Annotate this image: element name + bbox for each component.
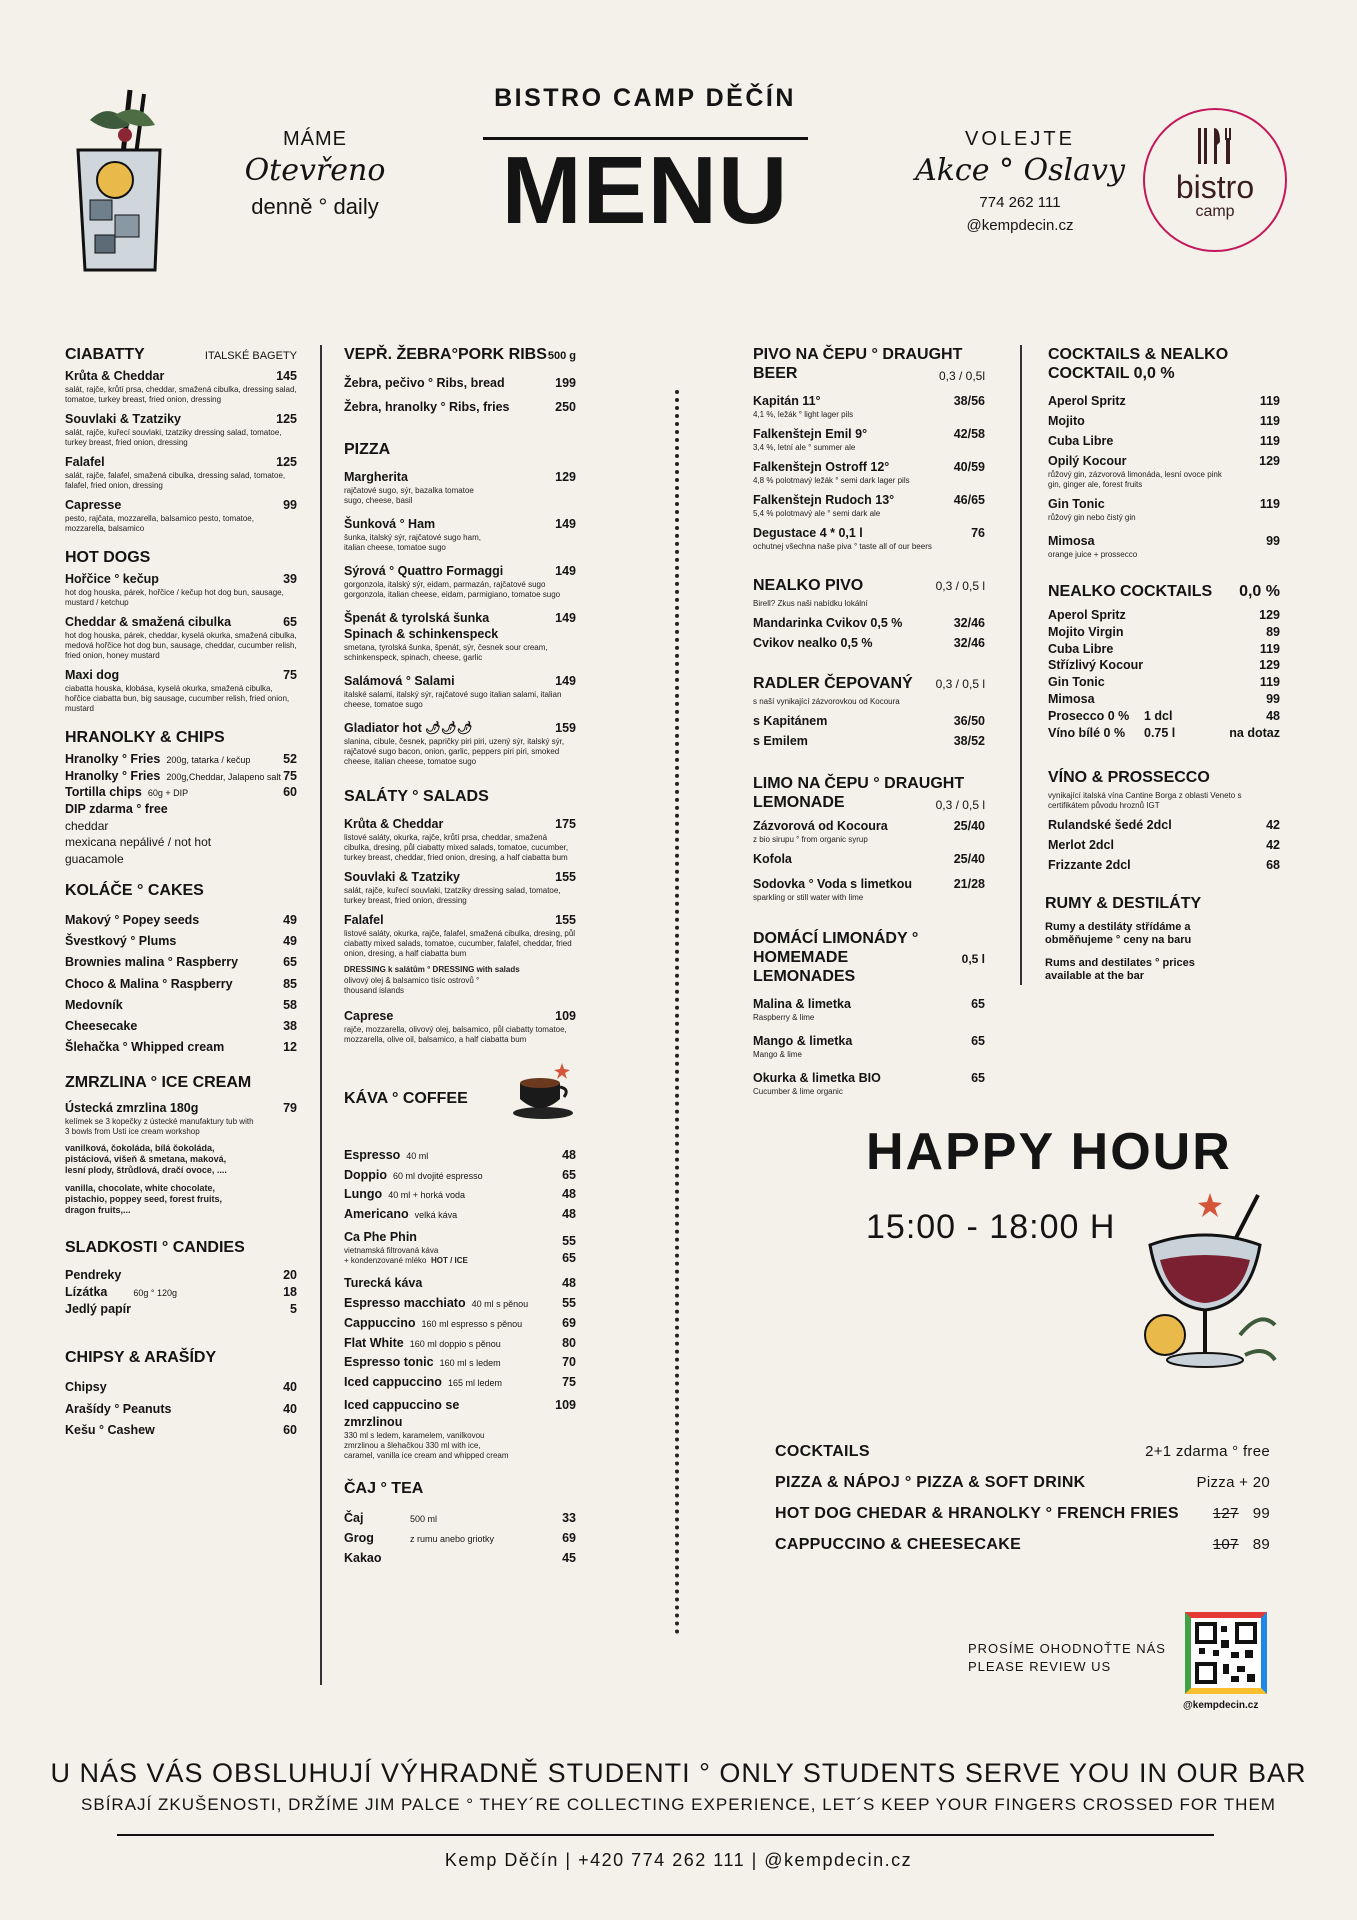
volume-label: 0,3 / 0,5 l — [935, 798, 985, 812]
menu-item: Víno bílé 0 % 0.75 l na dotaz — [1048, 725, 1280, 740]
menu-item: Žebra, pečivo ° Ribs, bread 199 — [344, 376, 576, 391]
menu-item: Krůta & Cheddar 175 — [344, 817, 576, 832]
item-description: salát, rajče, kuřecí souvlaki, tzatziky dressing salad, tomatoe, turkey breast, fried onion, dressing — [65, 427, 282, 447]
volume-label: 0,0 % — [1239, 582, 1280, 600]
section-title: CHIPSY & ARAŠÍDY — [65, 1349, 217, 1367]
menu-item: Šlehačka ° Whipped cream 12 — [65, 1040, 297, 1055]
header — [0, 0, 1357, 300]
footer-rule — [117, 1834, 1214, 1836]
item-description: gorgonzola, italský sýr, eidam, parmazán, rajčatové sugo gorgonzola, italian cheese, eidam, parmigiano, tomatoe sugo — [344, 579, 561, 599]
menu-item: Cvikov nealko 0,5 % 32/46 — [753, 635, 985, 650]
wine-section — [1048, 768, 1280, 874]
happy-hour-time: 15:00 - 18:00 H — [866, 1208, 1116, 1246]
menu-item: Cuba Libre 119 — [1048, 641, 1280, 656]
happy-hour-row: CAPPUCCINO & CHEESECAKE 107 89 — [775, 1536, 1270, 1553]
menu-item: Mimosa 99 — [1048, 533, 1280, 548]
section-title: CIABATTY — [65, 346, 145, 363]
item-description: ochutnej všechna naše piva ° taste all of our beers — [753, 541, 932, 551]
menu-item: Falafel 155 — [344, 912, 576, 927]
section-title: NEALKO COCKTAILS — [1048, 582, 1213, 600]
item-description: růžový gin, zázvorová limonáda, lesní ovoce pink gin, ginger ale, forest fruits — [1048, 469, 1222, 489]
menu-item: Hořčice ° kečup 39 — [65, 571, 297, 586]
item-description: Raspberry & lime — [753, 1013, 815, 1023]
item-description: italské salami, italský sýr, rajčatové sugo italian salami, italian cheese, tomatoe sugo — [344, 690, 562, 710]
beer-section — [753, 345, 985, 552]
section-note: 500 g — [547, 350, 576, 362]
item-description: ciabatta houska, klobása, kyselá okurka, smažená cibulka, hořčice ciabatta bun, big sausage, cucumber relish, fried onion, mustard — [65, 683, 290, 713]
menu-item: Kofola 25/40 — [753, 851, 985, 866]
item-description: salát, rajče, falafel, smažená cibulka, dressing salad, tomatoe, falafel, fried onion, dressing — [65, 470, 286, 490]
column-drinks-right — [1045, 345, 1280, 998]
happy-hour-row: COCKTAILS 2+1 zdarma ° free — [775, 1443, 1270, 1460]
rum-note: Rums and destilates ° prices available at the bar — [1045, 957, 1195, 983]
logo-text: bistro — [1175, 169, 1255, 205]
menu-item: Cappuccino 160 ml espresso s pěnou 69 — [344, 1315, 576, 1330]
section-description: vynikající italská vína Cantine Borga z oblasti Veneto s certifikátem původu hroznů IGT — [1048, 791, 1242, 810]
item-description: listové saláty, okurka, rajče, krůtí prsa, cheddar, smažená cibulka, dresing, půl ciabatty mixed salads, tomatoe, cucumber, turkey breast, cheddar, fried onion, dresing, a half ciabatta bum — [344, 833, 569, 863]
nabeer-section — [753, 576, 985, 652]
section-title: DOMÁCÍ LIMONÁDY ° HOMEMADE LEMONADES — [753, 929, 919, 985]
pizza-section — [344, 440, 576, 767]
happy-hour-row: PIZZA & NÁPOJ ° PIZZA & SOFT DRINK Pizza + 20 — [775, 1474, 1270, 1491]
cutlery-icon — [1190, 126, 1240, 166]
item-description: rajče, mozzarella, olivový olej, balsamico, půl ciabatty tomatoe, mozzarella, olive oil, balsamico, a half ciabatta bum — [344, 1024, 567, 1044]
menu-item: Turecká káva 48 — [344, 1275, 576, 1290]
daily-label: denně ° daily — [251, 194, 379, 219]
item-description: kelímek se 3 kopečky z ústecké manufaktury tub with 3 bowls from Usti ice cream workshop — [65, 1116, 254, 1136]
menu-item: Grog z rumu anebo griotky 69 — [344, 1531, 576, 1546]
menu-item: Falkenštejn Emil 9° 42/58 — [753, 427, 985, 442]
qr-code[interactable] — [1185, 1612, 1267, 1694]
menu-item: Okurka & limetka BIO 65 — [753, 1070, 985, 1085]
menu-item: Flat White 160 ml doppio s pěnou 80 — [344, 1335, 576, 1350]
menu-item: Opilý Kocour 129 — [1048, 454, 1280, 468]
menu-item: Cheesecake 38 — [65, 1019, 297, 1034]
menu-item: s Emilem 38/52 — [753, 733, 985, 748]
section-description: s naší vynikající zázvorovkou od Kocoura — [753, 696, 900, 706]
section-title: PIZZA — [344, 440, 391, 458]
menu-item: Margherita 129 — [344, 469, 576, 484]
menu-item: Doppio 60 ml dvojité espresso 65 — [344, 1167, 576, 1182]
item-description: Mango & lime — [753, 1049, 802, 1059]
menu-item: Espresso tonic 160 ml s ledem 70 — [344, 1355, 576, 1370]
menu-item: Kešu ° Cashew 60 — [65, 1422, 297, 1437]
old-price: 127 — [1212, 1505, 1239, 1522]
item-description: 4,8 % polotmavý ležák ° semi dark lager pils — [753, 476, 910, 485]
menu-item: Iced cappuccino se zmrzlinou 109 — [344, 1398, 576, 1430]
section-title: SLADKOSTI ° CANDIES — [65, 1239, 245, 1257]
fries-section — [65, 728, 297, 867]
homemade-section — [753, 929, 985, 1097]
chips-section — [65, 1348, 297, 1441]
menu-item: Maxi dog 75 — [65, 667, 297, 682]
happy-hour-list — [775, 1443, 1270, 1567]
section-title: SALÁTY ° SALADS — [344, 788, 489, 805]
menu-item: Mimosa 99 — [1048, 692, 1280, 707]
volume-label: 0,5 l — [961, 952, 985, 967]
menu-item: Sýrová ° Quattro Formaggi 149 — [344, 563, 576, 578]
hotdogs-section — [65, 548, 297, 714]
section-title: KOLÁČE ° CAKES — [65, 881, 204, 899]
qr-label: @kempdecin.cz — [1183, 1700, 1259, 1711]
section-title: COCKTAILS & NEALKO COCKTAIL 0,0 % — [1048, 346, 1229, 383]
menu-item: Švestkový ° Plums 49 — [65, 934, 297, 949]
volume-label: 0,3 / 0,5 l — [935, 578, 985, 593]
section-note: ITALSKÉ BAGETY — [204, 350, 297, 362]
item-description: z bio sirupu ° from organic syrup — [753, 834, 868, 844]
menu-item: Aperol Spritz 119 — [1048, 394, 1280, 409]
section-title: NEALKO PIVO — [753, 576, 864, 594]
dip-title: DIP zdarma ° free — [65, 802, 168, 817]
item-description: rajčatové sugo, sýr, bazalka tomatoe sugo, cheese, basil — [344, 485, 474, 505]
item-description: orange juice + prossecco — [1048, 549, 1138, 559]
icecream-section — [65, 1073, 297, 1217]
menu-item: Iced cappuccino 165 ml ledem 75 — [344, 1375, 576, 1390]
item-description: 5,4 % polotmavý ale ° semi dark ale — [753, 508, 881, 518]
menu-item: s Kapitánem 36/50 — [753, 713, 985, 728]
menu-item: Prosecco 0 % 1 dcl 48 — [1048, 709, 1280, 724]
section-title: PIVO NA ČEPU ° DRAUGHT BEER — [753, 346, 963, 383]
menu-item: Gladiator hot 🌶🌶🌶 159 — [344, 721, 576, 736]
menu-item: Cheddar & smažená cibulka 65 — [65, 614, 297, 629]
menu-item: Hranolky ° Fries 200g, tatarka / kečup 52 — [65, 751, 297, 766]
phone: 774 262 111 — [979, 194, 1061, 211]
menu-item: Střízlivý Kocour 129 — [1048, 658, 1280, 673]
cakes-section — [65, 881, 297, 1059]
menu-item: Malina & limetka 65 — [753, 997, 985, 1012]
call-script: Akce ° Oslavy — [915, 153, 1125, 188]
menu-item: Žebra, hranolky ° Ribs, fries 250 — [344, 399, 576, 414]
section-title: HOT DOGS — [65, 548, 151, 566]
item-description: salát, rajče, krůtí prsa, cheddar, smažená cibulka, dressing salad, tomatoe, turkey breast, fried onion, dressing — [65, 385, 297, 405]
item-description: hot dog houska, párek, cheddar, kyselá okurka, smažená cibulka, medová hořčice hot dog bun, sausage, cheddar, cucumber relish, fried onion, honey mustard — [65, 630, 297, 660]
section-title: RUMY & DESTILÁTY — [1045, 894, 1202, 912]
menu-item: Sodovka ° Voda s limetkou 21/28 — [753, 876, 985, 891]
section-title: VÍNO & PROSSECCO — [1048, 768, 1210, 786]
menu-item: Špenát & tyrolská šunka Spinach & schinkenspeck 149 — [344, 610, 576, 642]
coffee-section — [344, 1059, 576, 1461]
ribs-section — [344, 345, 576, 420]
menu-item: Aperol Spritz 129 — [1048, 607, 1280, 622]
section-title: ČAJ ° TEA — [344, 1479, 424, 1497]
open-label: MÁME — [283, 128, 347, 150]
section-title: VEPŘ. ŽEBRA°PORK RIBS — [344, 346, 547, 363]
menu-item: Mojito 119 — [1048, 414, 1280, 429]
section-description: Birell? Zkus naši nabídku lokální — [753, 598, 868, 608]
menu-item: Choco & Malina ° Raspberry 85 — [65, 976, 297, 991]
dip-option: guacamole — [65, 851, 124, 866]
tea-section — [344, 1479, 576, 1568]
qr-code-icon — [1191, 1618, 1261, 1688]
section-title: ZMRZLINA ° ICE CREAM — [65, 1073, 252, 1091]
open-daily — [220, 128, 410, 220]
column-divider — [320, 345, 322, 1685]
brand-name: BISTRO CAMP DĚČÍN — [494, 84, 796, 112]
item-description: hot dog houska, párek, hořčice / kečup hot dog bun, sausage, mustard / ketchup — [65, 587, 284, 607]
column-drinks-left — [753, 345, 985, 1111]
section-title: RADLER ČEPOVANÝ — [753, 674, 913, 692]
old-price: 107 — [1212, 1536, 1239, 1553]
call-label: VOLEJTE — [965, 128, 1075, 150]
volume-label: 0,3 / 0,5 l — [935, 676, 985, 691]
item-description: sparkling or still water with lime — [753, 892, 864, 902]
menu-item: Tortilla chips 60g + DIP 60 — [65, 785, 297, 800]
dressing-title: DRESSING k salátům ° DRESSING with salads — [344, 964, 520, 974]
call-block — [905, 128, 1135, 234]
menu-item: Souvlaki & Tzatziky 155 — [344, 870, 576, 885]
candies-section — [65, 1238, 297, 1318]
column-food-left — [65, 345, 297, 1455]
menu-item: Gin Tonic 119 — [1048, 675, 1280, 690]
cocktails-section — [1048, 345, 1280, 560]
menu-item: Cuba Libre 119 — [1048, 434, 1280, 449]
lemonade-section — [753, 774, 985, 903]
item-description: vanilková, čokoláda, bílá čokoláda, pistáciová, višeň & smetana, maková, lesní plody, štrůdlová, dračí ovoce, .... — [65, 1142, 227, 1176]
menu-item: Krůta & Cheddar 145 — [65, 369, 297, 384]
menu-item: Šunková ° Ham 149 — [344, 516, 576, 531]
menu-item: Americano velká káva 48 — [344, 1207, 576, 1222]
item-description: Cucumber & lime organic — [753, 1086, 843, 1096]
menu-item: Hranolky ° Fries 200g,Cheddar, Jalapeno salt 75 — [65, 768, 297, 783]
menu-item: Chipsy 40 — [65, 1380, 297, 1395]
menu-item: Espresso 40 ml 48 — [344, 1147, 576, 1162]
footer-contact: Kemp Děčín | +420 774 262 111 | @kempdecin.cz — [444, 1850, 913, 1870]
section-title: LIMO NA ČEPU ° DRAUGHT LEMONADE — [753, 774, 965, 811]
menu-item: Medovník 58 — [65, 997, 297, 1012]
menu-item: Salámová ° Salami 149 — [344, 674, 576, 689]
item-description: smetana, tyrolská šunka, špenát, sýr, česnek sour cream, schinkenspeck, spinach, cheese, garlic — [344, 643, 548, 663]
item-description: 330 ml s ledem, karamelem, vanilkovou zmrzlinou a šlehačkou 330 ml with ice, caramel, vanilla ice cream and whipped cream — [344, 1430, 509, 1460]
rum-note: Rumy a destiláty střídáme a obměňujeme ° ceny na baru — [1045, 920, 1192, 946]
menu-item: Ca Phe Phin vietnamská filtrovaná káva + kondenzované mléko HOT / ICE 55 65 — [344, 1230, 576, 1266]
menu-item: Lungo 40 ml + horká voda 48 — [344, 1187, 576, 1202]
menu-item: Espresso macchiato 40 ml s pěnou 55 — [344, 1295, 576, 1310]
menu-item: Rulandské šedé 2dcl 42 — [1048, 818, 1280, 832]
happy-hour-row: HOT DOG CHEDAR & HRANOLKY ° FRENCH FRIES 127 99 — [775, 1505, 1270, 1522]
footer-tagline: U NÁS VÁS OBSLUHUJÍ VÝHRADNĚ STUDENTI ° ONLY STUDENTS SERVE YOU IN OUR BAR — [50, 1758, 1307, 1788]
menu-item: Ústecká zmrzlina 180g 79 — [65, 1100, 297, 1115]
menu-item: Degustace 4 * 0,1 l 76 — [753, 525, 985, 540]
menu-item: Souvlaki & Tzatziky 125 — [65, 412, 297, 427]
menu-item: Falafel 125 — [65, 454, 297, 469]
menu-item: Pendreky 20 — [65, 1268, 297, 1283]
open-script: Otevřeno — [244, 153, 386, 188]
item-description: růžový gin nebo čistý gin — [1048, 512, 1136, 522]
ciabatty-section — [65, 345, 297, 534]
footer-subtagline: SBÍRAJÍ ZKUŠENOSTI, DRŽÍME JIM PALCE ° THEY´RE COLLECTING EXPERIENCE, LET´S KEEP YOUR FINGERS CROSSED FOR THEM — [81, 1795, 1276, 1814]
item-description: 3,4 %, letní ale ° summer ale — [753, 443, 856, 453]
column-food-right — [344, 345, 576, 1582]
volume-label: 0,3 / 0,5l — [938, 369, 985, 384]
na-cocktails-section — [1048, 582, 1280, 742]
item-description: salát, rajče, kuřecí souvlaki, tzatziky dressing salad, tomatoe, turkey breast, fried onion, dressing — [344, 885, 561, 905]
logo-subtext: camp — [1195, 203, 1235, 220]
menu-item: Falkenštejn Rudoch 13° 46/65 — [753, 493, 985, 507]
column-divider — [1020, 345, 1022, 985]
menu-item: Falkenštejn Ostroff 12° 40/59 — [753, 460, 985, 475]
rum-section — [1045, 894, 1280, 984]
cocktail-coupe-illustration — [1130, 1185, 1280, 1375]
radler-section — [753, 674, 985, 750]
item-description: slanina, cibule, česnek, papričky piri piri, uzený sýr, italský sýr, rajčatové sugo bacon, onion, garlic, peppers piri piri, smoked cheese, italian cheese, tomatoe sugo — [344, 737, 565, 766]
menu-item: Jedlý papír 5 — [65, 1302, 297, 1317]
menu-item: Lízátka 60g ° 120g 18 — [65, 1285, 297, 1300]
dip-option: mexicana nepálivé / not hot — [65, 835, 212, 850]
happy-hour-title: HAPPY HOUR — [866, 1123, 1232, 1181]
menu-item: Gin Tonic 119 — [1048, 496, 1280, 511]
menu-item: Merlot 2dcl 42 — [1048, 837, 1280, 852]
menu-item: Capresse 99 — [65, 497, 297, 512]
dressing-description: olivový olej & balsamico tisíc ostrovů ° thousand islands — [344, 975, 480, 995]
menu-item: Zázvorová od Kocoura 25/40 — [753, 819, 985, 833]
email: @kempdecin.cz — [966, 217, 1074, 234]
item-description: šunka, italský sýr, rajčatové sugo ham, italian cheese, tomatoe sugo — [344, 532, 481, 552]
menu-item: Čaj 500 ml 33 — [344, 1511, 576, 1526]
menu-item: Kakao 45 — [344, 1551, 576, 1566]
cocktail-glass-illustration — [60, 80, 180, 280]
menu-item: Mango & limetka 65 — [753, 1034, 985, 1049]
column-divider-dotted — [675, 390, 679, 1635]
section-title: KÁVA ° COFFEE — [344, 1090, 468, 1108]
menu-title: MENU — [501, 137, 789, 244]
coffee-cup-icon — [510, 1059, 576, 1121]
menu-item: Mojito Virgin 89 — [1048, 624, 1280, 639]
dip-option: cheddar — [65, 819, 109, 834]
menu-item: Mandarinka Cvikov 0,5 % 32/46 — [753, 615, 985, 630]
item-description: vanilla, chocolate, white chocolate, pistachio, poppey seed, forest fruits, dragon fruits,... — [65, 1182, 223, 1215]
salads-section — [344, 787, 576, 1045]
menu-item: Kapitán 11° 38/56 — [753, 394, 985, 409]
menu-item: Makový ° Popey seeds 49 — [65, 912, 297, 927]
menu-item: Brownies malina ° Raspberry 65 — [65, 955, 297, 970]
section-title: HRANOLKY & CHIPS — [65, 728, 225, 746]
review-prompt: PROSÍME OHODNOŤTE NÁS PLEASE REVIEW US — [968, 1641, 1166, 1674]
item-description: listové saláty, okurka, rajče, falafel, smažená cibulka, dresing, půl ciabatty mixed salads, tomatoe, cucumber, falafel, cheddar, fried onion, dresing, a half ciabatta bum — [344, 928, 576, 958]
bistro-logo — [1143, 108, 1287, 252]
menu-item: Frizzante 2dcl 68 — [1048, 857, 1280, 872]
item-description: 4,1 %, ležák ° light lager pils — [753, 410, 854, 420]
item-description: pesto, rajčata, mozzarella, balsamico pesto, tomatoe, mozzarella, balsamico — [65, 513, 254, 533]
menu-item: Caprese 109 — [344, 1008, 576, 1023]
menu-item: Arašídy ° Peanuts 40 — [65, 1401, 297, 1416]
